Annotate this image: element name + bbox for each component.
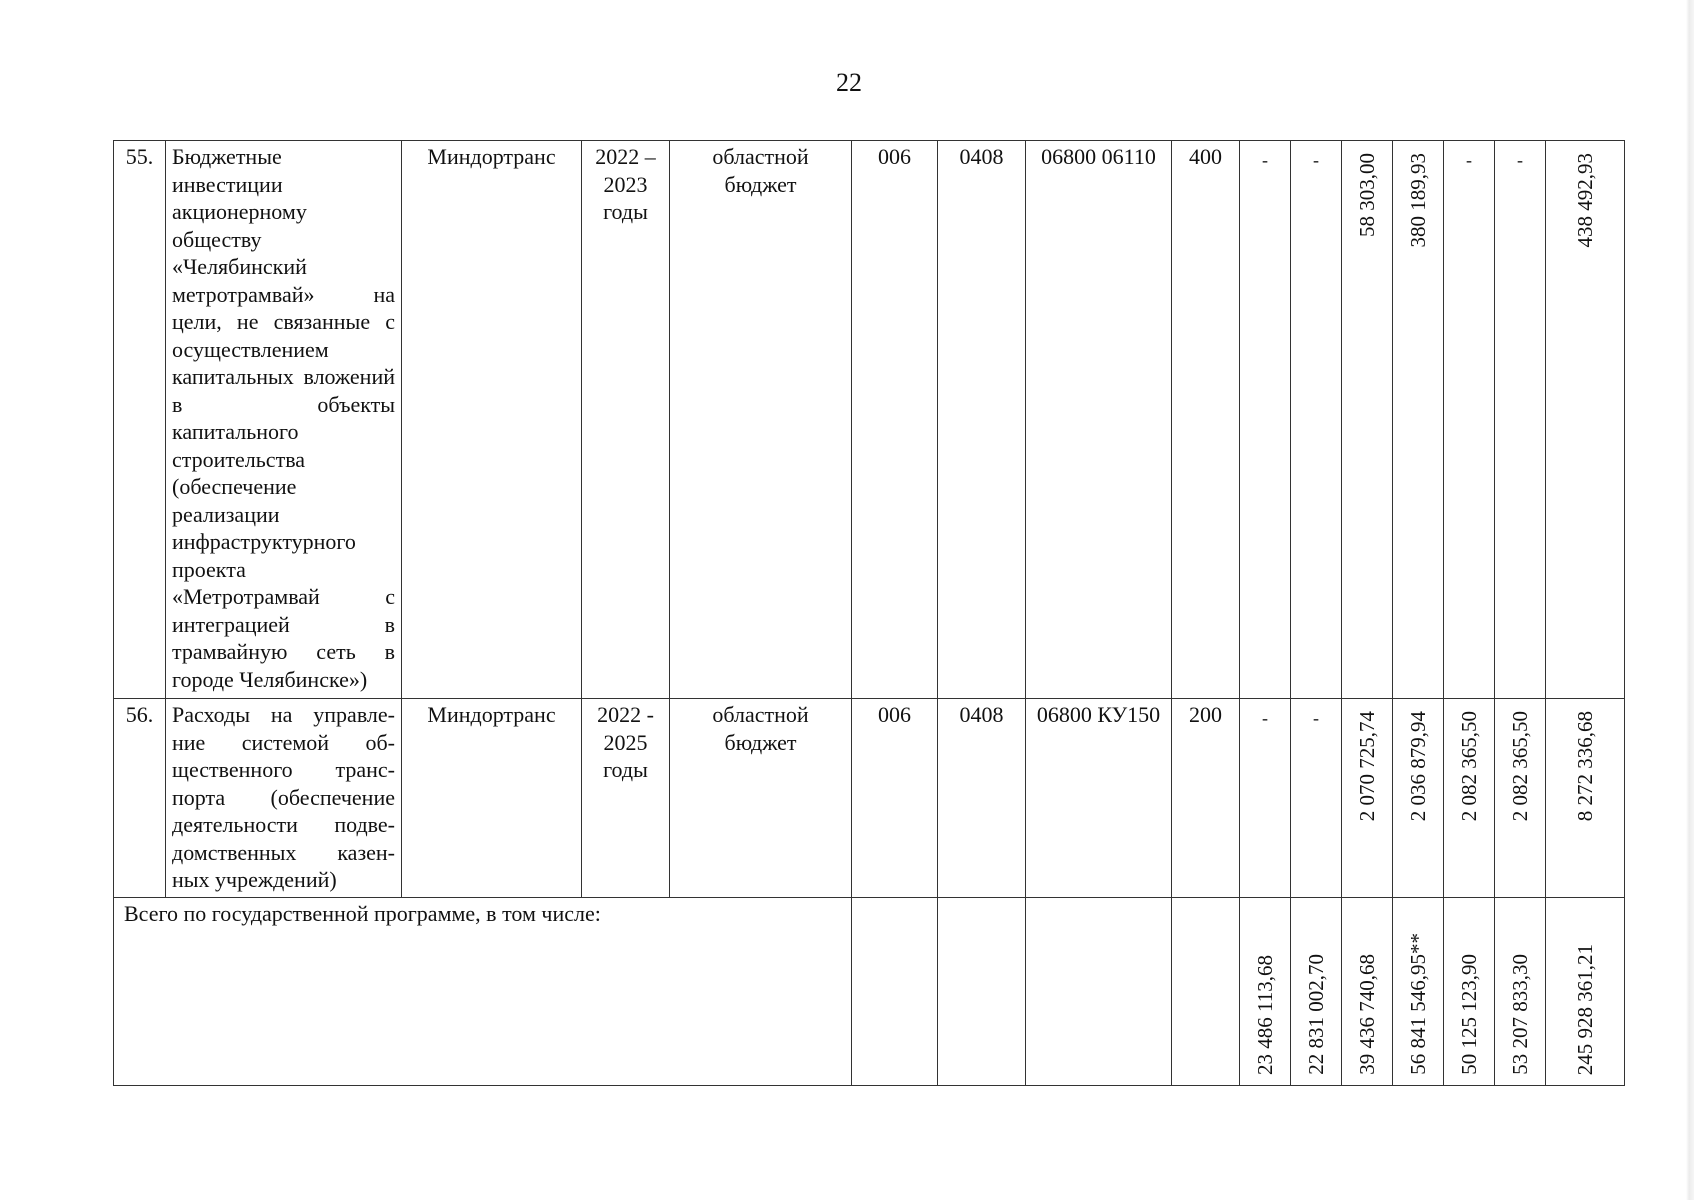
value: 2 036 879,94	[1406, 711, 1430, 822]
value: 50 125 123,90	[1457, 954, 1481, 1075]
year-value-cell	[1495, 141, 1546, 699]
year-value-cell	[1393, 699, 1444, 898]
value: 2 070 725,74	[1355, 711, 1379, 822]
table-row	[114, 141, 1625, 699]
year-value-cell	[1495, 699, 1546, 898]
year-value-cell	[1240, 141, 1291, 699]
empty-cell	[938, 898, 1026, 1086]
value: -	[1313, 150, 1319, 170]
year-value-cell	[1444, 699, 1495, 898]
year-value-cell	[1291, 141, 1342, 699]
value: -	[1313, 708, 1319, 728]
measure-name: Расходы на управле-ние системой об-щественного транс-порта (обеспечение деятельности подве-домственных казен-ных учреждений)	[166, 699, 402, 898]
value: 380 189,93	[1406, 153, 1430, 248]
measure-name: Бюджетные инвестиции акционерному обществу «Челябинский метротрамвай» на цели, не связанные с осуществлением капитальных вложений в объекты капитального строительства (обеспечение реализации инфраструктурного проекта «Метротрамвай с интеграцией в трамвайную сеть в городе Челябинске»)	[166, 141, 402, 699]
funding-source: областной бюджет	[670, 141, 852, 699]
value: 53 207 833,30	[1508, 954, 1532, 1075]
year-value-cell	[1240, 898, 1291, 1086]
value: 2 082 365,50	[1457, 711, 1481, 822]
empty-cell	[852, 898, 938, 1086]
period: 2022 – 2023 годы	[582, 141, 670, 699]
grbs-code: 006	[852, 141, 938, 699]
value: 39 436 740,68	[1355, 954, 1379, 1075]
year-value-cell	[1291, 699, 1342, 898]
table-row	[114, 699, 1625, 898]
total-label: Всего по государственной программе, в том числе:	[114, 898, 852, 1086]
page-number: 22	[836, 68, 862, 97]
section-code: 0408	[938, 699, 1026, 898]
value: 2 082 365,50	[1508, 711, 1532, 822]
value: -	[1262, 708, 1268, 728]
funding-source: областной бюджет	[670, 699, 852, 898]
value: -	[1262, 150, 1268, 170]
executor: Миндортранс	[402, 141, 582, 699]
target-article-code: 06800 06110	[1026, 141, 1172, 699]
year-value-cell	[1342, 898, 1393, 1086]
budget-table	[113, 140, 1625, 1086]
value: 22 831 002,70	[1304, 954, 1328, 1075]
row-number: 56.	[114, 699, 166, 898]
total-value-cell	[1546, 898, 1625, 1086]
expense-type-code: 400	[1172, 141, 1240, 699]
value: 23 486 113,68	[1253, 955, 1277, 1075]
value: 56 841 546,95**	[1406, 933, 1430, 1075]
value: 58 303,00	[1355, 153, 1379, 237]
value: 245 928 361,21	[1573, 943, 1597, 1075]
year-value-cell	[1291, 898, 1342, 1086]
year-value-cell	[1240, 699, 1291, 898]
section-code: 0408	[938, 141, 1026, 699]
value: -	[1517, 150, 1523, 170]
scan-edge-shadow	[1686, 0, 1694, 1200]
target-article-code: 06800 КУ150	[1026, 699, 1172, 898]
value: 8 272 336,68	[1573, 711, 1597, 822]
row-number: 55.	[114, 141, 166, 699]
year-value-cell	[1444, 141, 1495, 699]
year-value-cell	[1393, 898, 1444, 1086]
year-value-cell	[1495, 898, 1546, 1086]
value: -	[1466, 150, 1472, 170]
value: 438 492,93	[1573, 153, 1597, 248]
total-row	[114, 898, 1625, 1086]
year-value-cell	[1342, 699, 1393, 898]
year-value-cell	[1444, 898, 1495, 1086]
grbs-code: 006	[852, 699, 938, 898]
executor: Миндортранс	[402, 699, 582, 898]
year-value-cell	[1393, 141, 1444, 699]
period: 2022 - 2025 годы	[582, 699, 670, 898]
empty-cell	[1172, 898, 1240, 1086]
year-value-cell	[1342, 141, 1393, 699]
empty-cell	[1026, 898, 1172, 1086]
expense-type-code: 200	[1172, 699, 1240, 898]
total-value-cell	[1546, 699, 1625, 898]
total-value-cell	[1546, 141, 1625, 699]
